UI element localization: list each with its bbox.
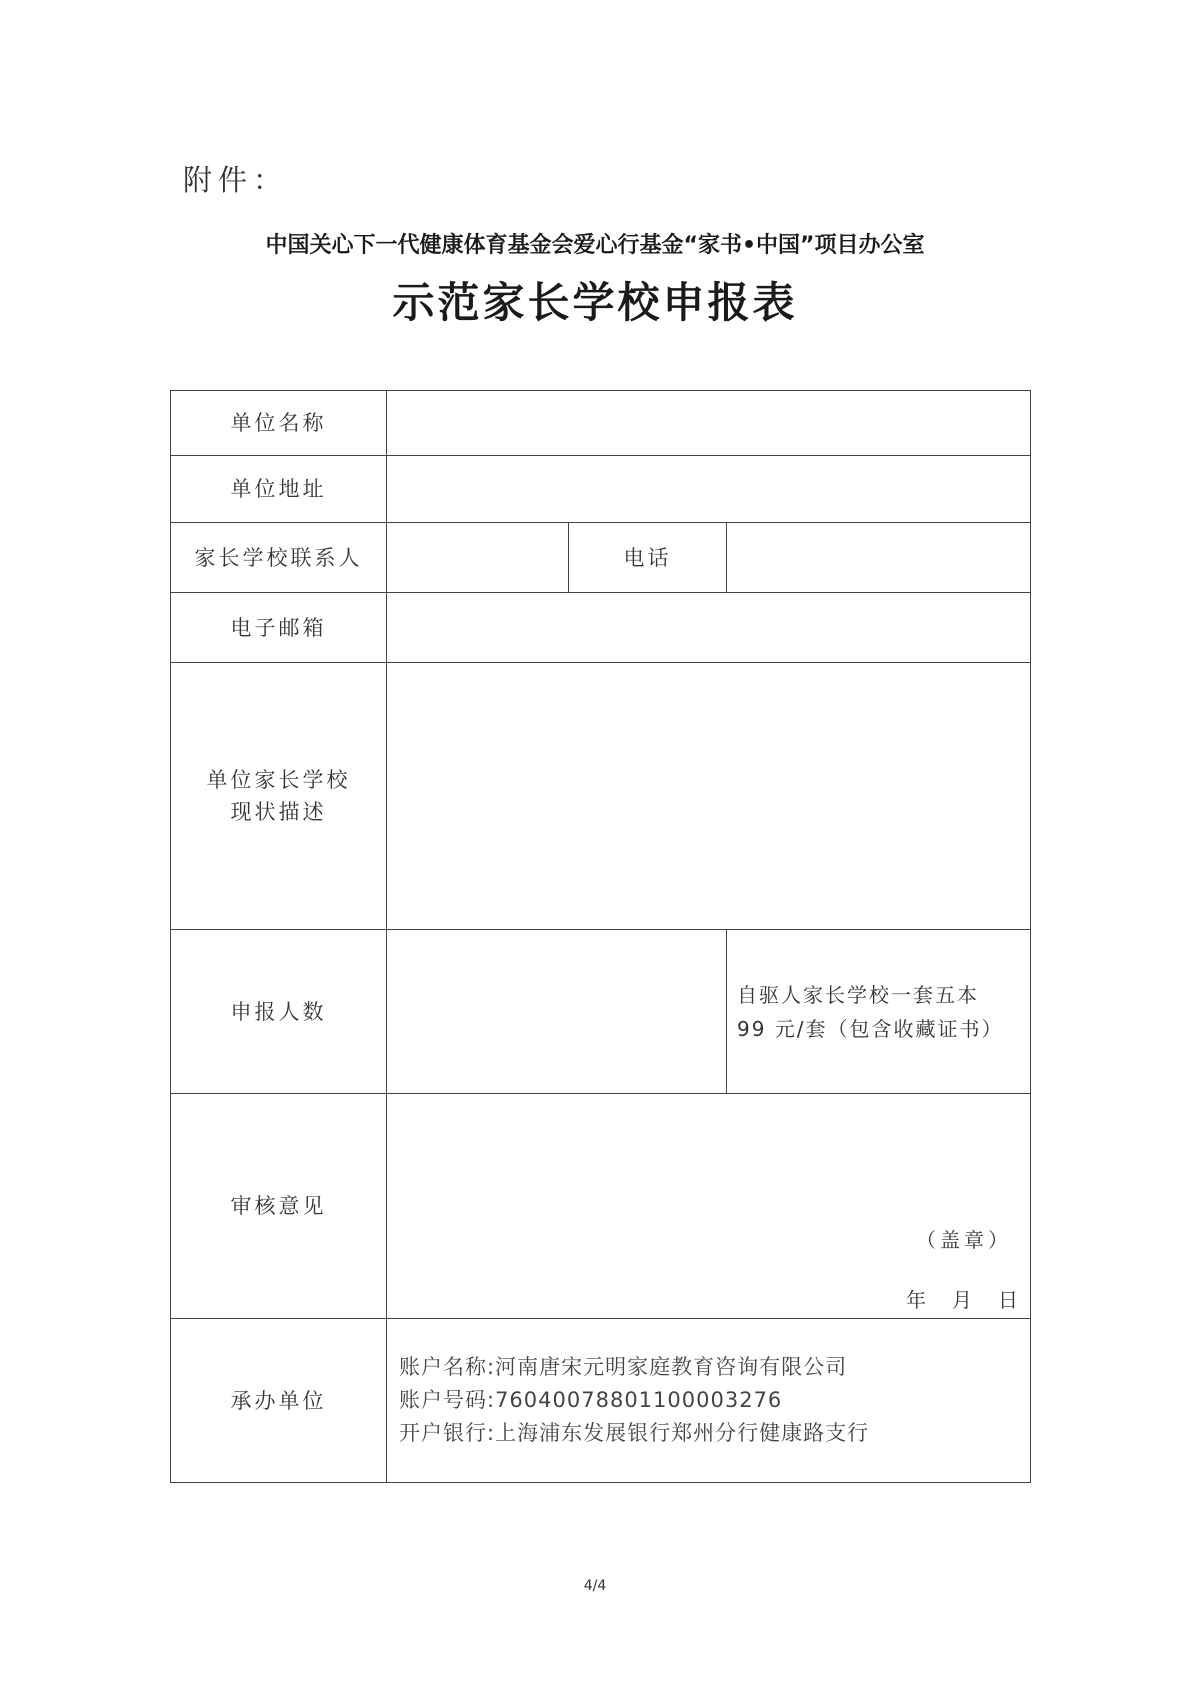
contact-field[interactable] (387, 523, 569, 593)
row-status (171, 663, 1031, 930)
organizer-label: 承办单位 (171, 1319, 387, 1483)
count-label: 申报人数 (171, 930, 387, 1094)
review-label: 审核意见 (171, 1094, 387, 1319)
count-note-line1: 自驱人家长学校一套五本 (737, 982, 979, 1007)
attachment-label: 附件： (183, 163, 289, 197)
row-count (171, 930, 1031, 1094)
count-note (727, 930, 1031, 1094)
page-number: 4/4 (583, 1578, 607, 1594)
row-unit-address (171, 456, 1031, 523)
count-note-line2: 99 元/套（包含收藏证书） (737, 1016, 1004, 1041)
email-field[interactable] (387, 593, 1031, 663)
email-label: 电子邮箱 (171, 593, 387, 663)
phone-label: 电话 (569, 523, 727, 593)
bank-info (387, 1319, 1031, 1483)
account-number: 账户号码:76040078801100003276 (399, 1388, 783, 1412)
bank-name: 开户银行:上海浦东发展银行郑州分行健康路支行 (399, 1421, 870, 1445)
date-day: 日 (998, 1288, 1019, 1312)
contact-label: 家长学校联系人 (171, 523, 387, 593)
row-email (171, 593, 1031, 663)
unit-address-field[interactable] (387, 456, 1031, 523)
phone-field[interactable] (727, 523, 1031, 593)
date-year: 年 (906, 1288, 927, 1312)
row-organizer (171, 1319, 1031, 1483)
row-review (171, 1094, 1031, 1319)
row-contact (171, 523, 1031, 593)
status-description-field[interactable] (387, 663, 1031, 930)
unit-name-field[interactable] (387, 391, 1031, 456)
date-month: 月 (952, 1288, 973, 1312)
status-label-line2: 现状描述 (230, 800, 327, 824)
unit-name-label: 单位名称 (171, 391, 387, 456)
count-field[interactable] (387, 930, 727, 1094)
review-field[interactable] (387, 1094, 1031, 1319)
account-name: 账户名称:河南唐宋元明家庭教育咨询有限公司 (399, 1355, 848, 1379)
page-title: 示范家长学校申报表 (392, 278, 798, 327)
row-unit-name (171, 391, 1031, 456)
unit-address-label: 单位地址 (171, 456, 387, 523)
office-subtitle: 中国关心下一代健康体育基金会爱心行基金“家书•中国”项目办公室 (265, 233, 925, 258)
seal-label: （盖章） (916, 1228, 1013, 1252)
status-label (171, 663, 387, 930)
date-line (880, 1284, 1018, 1313)
application-form (170, 390, 1031, 1483)
status-label-line1: 单位家长学校 (206, 768, 351, 792)
